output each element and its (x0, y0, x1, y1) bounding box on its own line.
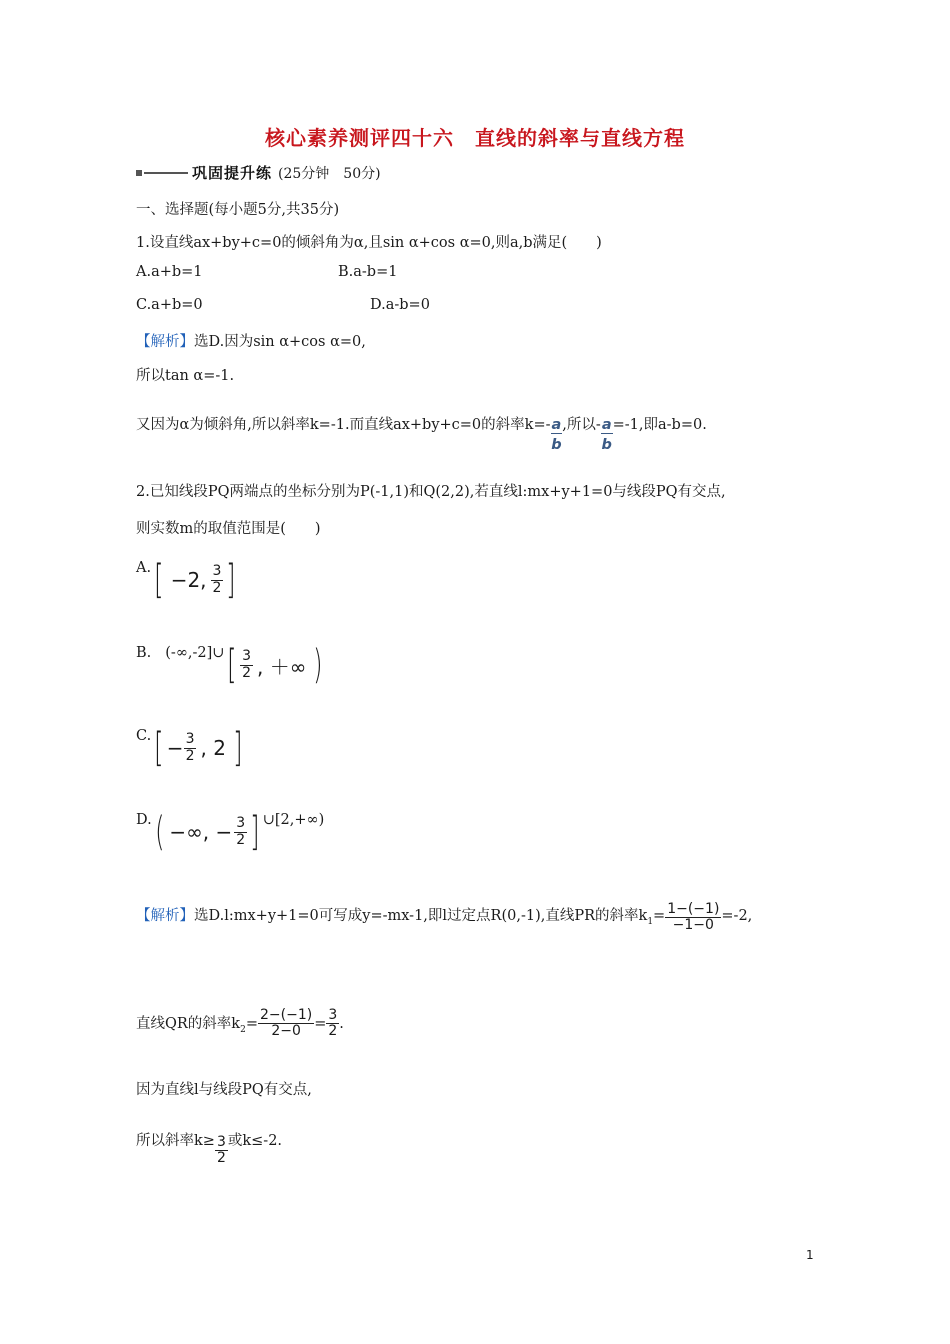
q1-option-b: B.a-b=1 (338, 264, 398, 280)
q2-k2-fraction: $\frac{2-(-1)}{2-0}$ (259, 1007, 313, 1040)
page-title: 核心素养测评四十六 直线的斜率与直线方程 (265, 126, 685, 150)
q2-k2-result-fraction: $\frac{3}{2}$ (328, 1007, 338, 1040)
q2-solution-line4: 所以斜率k≥ $\frac{3}{2}$ 或k≤-2. (136, 1132, 283, 1167)
q1-sol3a: 又因为α为倾斜角,所以斜率k=-1.而直线ax+by+c=0的斜率k=- (136, 417, 551, 433)
q1-option-a: A.a+b=1 (136, 264, 203, 280)
q1-solution-line2: 所以tan α=-1. (136, 368, 235, 384)
q1-fraction-a-over-b: $\frac{a}{b}$ (551, 417, 562, 453)
q2-sol4-fraction: $\frac{3}{2}$ (216, 1134, 226, 1167)
section-banner (136, 162, 381, 183)
section-heading: 一、选择题(每小题5分,共35分) (136, 202, 340, 218)
q1-solution-line1 (136, 330, 366, 351)
q2-solution-line3: 因为直线l与线段PQ有交点, (136, 1082, 312, 1098)
q1-fraction-a-over-b-2: $\frac{a}{b}$ (601, 417, 612, 453)
q2-option-a: A. [ −2, $\frac{3}{2}$ ] (136, 557, 236, 603)
q1-option-d: D.a-b=0 (370, 297, 430, 313)
banner-time: (25分钟 50分) (278, 165, 381, 182)
q1-stem: 1.设直线ax+by+c=0的倾斜角为α,且sin α+cos α=0,则a,b满足( ) (136, 235, 602, 251)
page-number: 1 (806, 1248, 814, 1262)
solution-tag: 【解析】 (136, 907, 194, 924)
q1-sol3b: ,所以- (562, 417, 601, 433)
banner-label: 巩固提升练 (192, 164, 273, 182)
banner-dot (136, 170, 142, 176)
q2-option-b: B. (-∞,-2]∪ [ $\frac{3}{2}$ , ＋∞ ) (136, 642, 323, 688)
q2-option-c: C. [ − $\frac{3}{2}$ , 2 ] (136, 725, 243, 771)
q2-solution-line1: 【解析】选D.l:mx+y+1=0可写成y=-mx-1,即l过定点R(0,-1),直线PR的斜率$k_1=$ $\frac{1-(-1)}{-1-0}$ =-2, (136, 901, 753, 934)
q2-stem-line1: 2.已知线段PQ两端点的坐标分别为P(-1,1)和Q(2,2),若直线l:mx+y+1=0与线段PQ有交点, (136, 484, 726, 500)
q2-k1-fraction: $\frac{1-(-1)}{-1-0}$ (667, 901, 720, 934)
q1-solution-line3 (136, 408, 707, 453)
q2-solution-line2: 直线QR的斜率$k_2=$ $\frac{2-(-1)}{2-0}$ = $\frac{3}{2}$ . (136, 1007, 344, 1040)
q2-option-d: D. ( −∞, − $\frac{3}{2}$ ] ∪[2,+∞) (136, 809, 325, 855)
q2-stem-line2: 则实数m的取值范围是( ) (136, 521, 321, 537)
q1-option-c: C.a+b=0 (136, 297, 203, 313)
banner-line (144, 172, 188, 174)
q1-sol3c: =-1,即a-b=0. (612, 417, 707, 433)
q1-sol1: 选D.因为sin α+cos α=0, (194, 334, 366, 350)
solution-tag: 【解析】 (136, 334, 194, 350)
